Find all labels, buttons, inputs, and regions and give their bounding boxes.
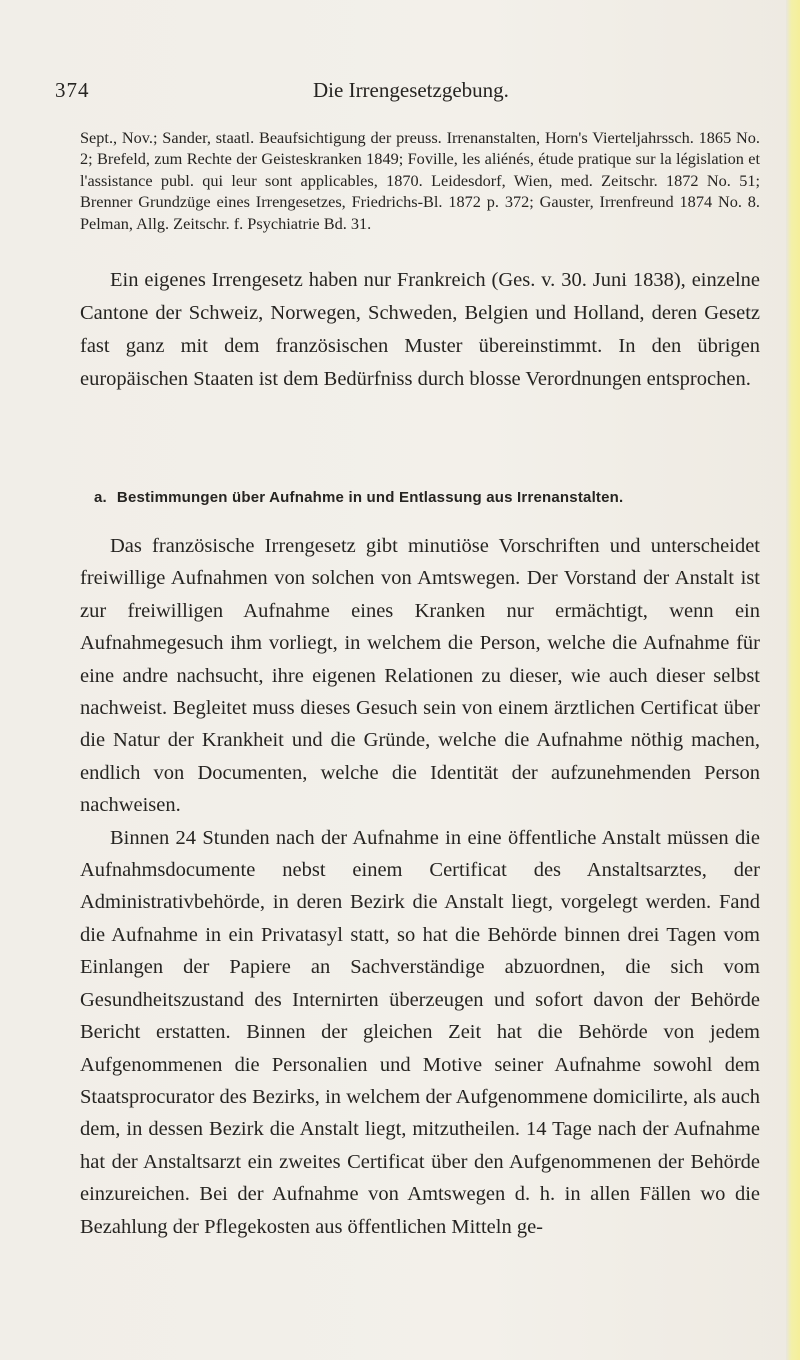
paragraph: Das französische Irrengesetz gibt minutiöse Vorschriften und unterscheidet freiwillige Aufnahmen von solchen von Amtswegen. Der Vorstand der Anstalt ist zur freiwilligen Aufnahme eines Kranken nur ermächtigt, wenn ein Aufnahmegesuch ihm vorliegt, in welchem die Person, welche die Aufnahme für eine andre nachsucht, ihre eigenen Relationen zu dieser, wie auch dieser selbst nachweist. Begleitet muss dieses Gesuch sein von einem ärztlichen Certificat über die Natur der Krankheit und die Gründe, welche die Aufnahme nöthig machen, endlich von Documenten, welche die Identität der aufzunehmenden Person nachweisen. [80,535,760,817]
running-title: Die Irrengesetzgebung. [313,78,509,102]
page-number: 374 [55,78,90,102]
paragraph: Binnen 24 Stunden nach der Aufnahme in eine öffentliche Anstalt müssen die Aufnahmsdocumente nebst einem Certificat des Anstaltsarztes, der Administrativbehörde, in deren Bezirk die Anstalt liegt, vorgelegt werden. Fand die Aufnahme in ein Privatasyl statt, so hat die Behörde binnen drei Tagen vom Einlangen der Papiere an Sachverständige abzuordnen, die sich vom Gesundheitszustand des Internirten überzeugen und sofort davon der Behörde Bericht erstatten. Binnen der gleichen Zeit hat die Behörde von jedem Aufgenommenen die Personalien und Motive seiner Aufnahme sowohl dem Staatsprocurator des Bezirks, in welchem der Aufgenommene domicilirte, als auch dem, in dessen Bezirk die Anstalt liegt, mitzutheilen. 14 Tage nach der Aufnahme hat der Anstaltsarzt ein zweites Certificat über den Aufgenommenen der Behörde einzureichen. Bei der Aufnahme von Amtswegen d. h. in allen Fällen wo die Bezahlung der Pflegekosten aus öffentlichen Mitteln ge- [80,826,760,1238]
section-letter: a. [94,489,107,506]
intro-paragraph: Ein eigenes Irrengesetz haben nur Frankreich (Ges. v. 30. Juni 1838), einzelne Cantone der Schweiz, Norwegen, Schweden, Belgien und Holland, deren Gesetz fast ganz mit dem französischen Muster übereinstimmt. In den übrigen europäischen Staaten ist dem Bedürfniss durch blosse Verordnungen entsprochen. [80,269,760,390]
references-text: Sept., Nov.; Sander, staatl. Beaufsichtigung der preuss. Irrenanstalten, Horn's Vierteljahrssch. 1865 No. 2; Brefeld, zum Rechte der Geisteskranken 1849; Foville, les aliénés, étude pratique sur la législation et l'assistance publ. qui leur sont applicables, 1870. Leidesdorf, Wien, med. Zeitschr. 1872 No. 51; Brenner Grundzüge eines Irrengesetzes, Friedrichs-Bl. 1872 p. 372; Gauster, Irrenfreund 1874 No. 8. Pelman, Allg. Zeitschr. f. Psychiatrie Bd. 31. [80,128,760,233]
main-text [80,530,760,1243]
references-block [80,127,760,234]
page-edge [786,0,800,1360]
section-title: Bestimmungen über Aufnahme in und Entlassung aus Irrenanstalten. [116,489,624,506]
section-heading [94,488,754,508]
intro-block [80,264,760,396]
